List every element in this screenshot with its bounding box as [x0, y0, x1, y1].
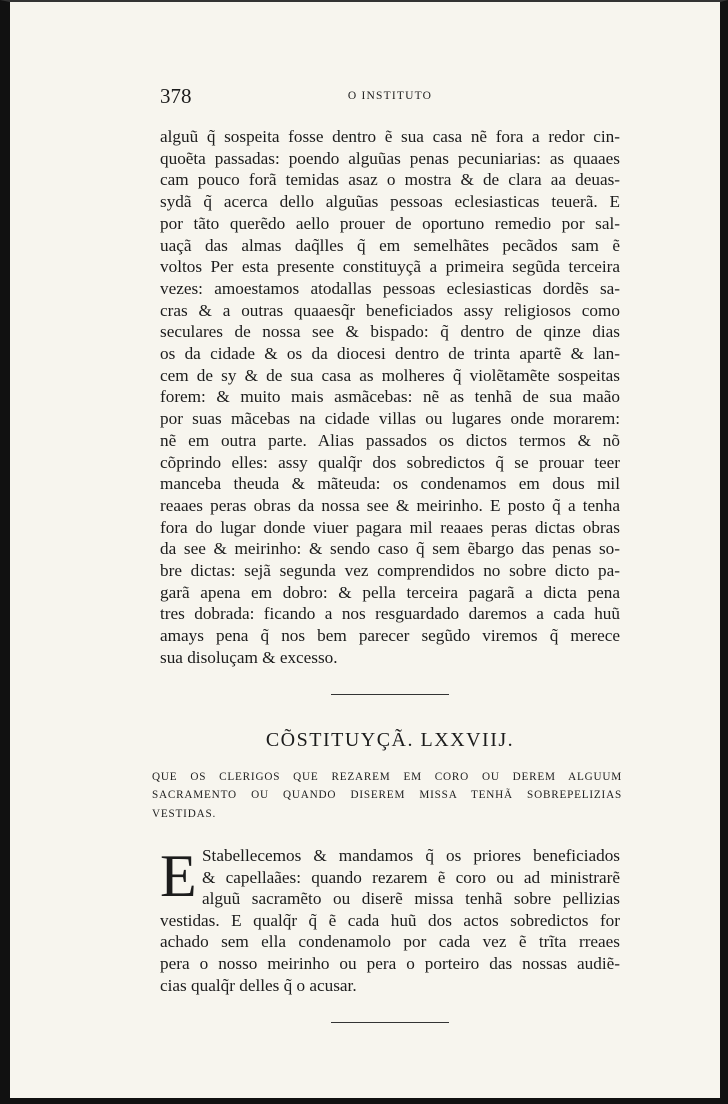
text-line: bre dictas: sejã segunda vez comprendidos no sobre dicto pa-	[160, 561, 620, 581]
text-line: nẽ em outra parte. Alias passados os dictos termos & nõ	[160, 430, 620, 450]
text-line: vestidas. E qualq̃r q̃ ẽ cada huũ dos actos sobredictos for	[160, 910, 620, 930]
text-line: cam pouco forã temidas asaz o mostra & de clara aa deuas-	[160, 170, 620, 190]
text-line: cias qualq̃r delles q̃ o acusar.	[160, 975, 357, 995]
text-line: forem: & muito mais asmãcebas: nẽ as tenhã de sua maão	[160, 387, 620, 407]
text-line: vezes: amoestamos atodallas pessoas eclesiasticas dordẽs sa-	[160, 278, 620, 298]
summary-line: QUE OS CLERIGOS QUE REZAREM EM CORO OU DEREM ALGUUM	[152, 770, 622, 783]
paragraph-2	[160, 845, 620, 996]
text-line: reaaes peras obras da nossa see & meirinho. E posto q̃ a tenha	[160, 495, 620, 515]
text-line: amays pena q̃ nos bem parecer segũdo viremos q̃ merece	[160, 626, 620, 646]
text-line: os da cidade & os da diocesi dentro de trinta apartẽ & lan-	[160, 344, 620, 364]
summary-line: SACRAMENTO OU QUANDO DISEREM MISSA TENHÃ SOBREPELIZIAS	[152, 789, 622, 802]
text-line: cem de sy & de sua casa as molheres q̃ violẽtamẽte sospeitas	[160, 365, 620, 385]
text-line: sua disoluçam & excesso.	[160, 647, 338, 667]
text-line: quoẽta passadas: poendo alguũas penas pecuniarias: as quaaes	[160, 148, 620, 168]
text-line: alguũ q̃ sospeita fosse dentro ẽ sua casa nẽ fora a redor cin-	[160, 127, 620, 146]
chapter-summary	[152, 768, 622, 824]
text-line: sydã q̃ acerca dello alguũas pessoas eclesiasticas teuerã. E	[160, 192, 620, 212]
text-line: pera o nosso meirinho ou pera o porteiro das nossas audiẽ-	[160, 954, 620, 974]
text-line: alguũ sacramẽto ou diserẽ missa tenhã sobre pellizias	[202, 889, 620, 909]
text-line: por suas mãcebas na cidade villas ou lugares onde morarem:	[160, 409, 620, 429]
text-line: seculares de nossa see & bispado: q̃ dentro de qinze dias	[160, 322, 620, 342]
text-line: Stabellecemos & mandamos q̃ os priores beneficiados	[202, 846, 620, 866]
text-line: fora do lugar donde viuer pagara mil reaaes peras dictas obras	[160, 517, 620, 537]
book-page	[152, 84, 622, 1023]
text-line: cõprindo elles: assy qualq̃r dos sobredictos q̃ se prouar teer	[160, 452, 620, 472]
chapter-heading: CÕSTITUYÇÃ. LXXVIIJ.	[265, 728, 515, 751]
text-line: cras & a outras quaaesq̃r beneficiados assy religiosos como	[160, 300, 620, 320]
text-line: por tãto querẽdo aello prouer de oportuno remedio por sal-	[160, 213, 620, 233]
text-line: & capellaães: quando rezarem ẽ coro ou ad ministrarẽ	[202, 867, 620, 887]
paragraph-1	[160, 126, 620, 669]
drop-cap: E	[160, 843, 197, 910]
text-line: da see & meirinho: & sendo caso q̃ sem ẽbargo das penas so-	[160, 539, 620, 559]
text-line: manceba theuda & mãteuda: os condenamos em dous mil	[160, 474, 620, 494]
text-line: uaçã das almas daq̃lles q̃ em semelhãtes pecãdos sam ẽ	[160, 235, 620, 255]
text-line: garã apena em dobro: & pella terceira pagarã a dicta pena	[160, 582, 620, 602]
section-divider	[331, 694, 449, 695]
section-divider	[331, 1022, 449, 1023]
page-header	[160, 84, 620, 114]
page-number: 378	[160, 84, 192, 108]
text-line: tres dobrada: ficando a nos resguardado daremos a cada huũ	[160, 604, 620, 624]
text-line: achado sem ella condenamolo por cada vez ẽ trĩta rreaes	[160, 932, 620, 952]
text-line: voltos Per esta presente constituyçã a primeira segũda terceira	[160, 257, 620, 277]
running-head: O INSTITUTO	[347, 90, 433, 102]
summary-line: VESTIDAS.	[152, 807, 217, 820]
